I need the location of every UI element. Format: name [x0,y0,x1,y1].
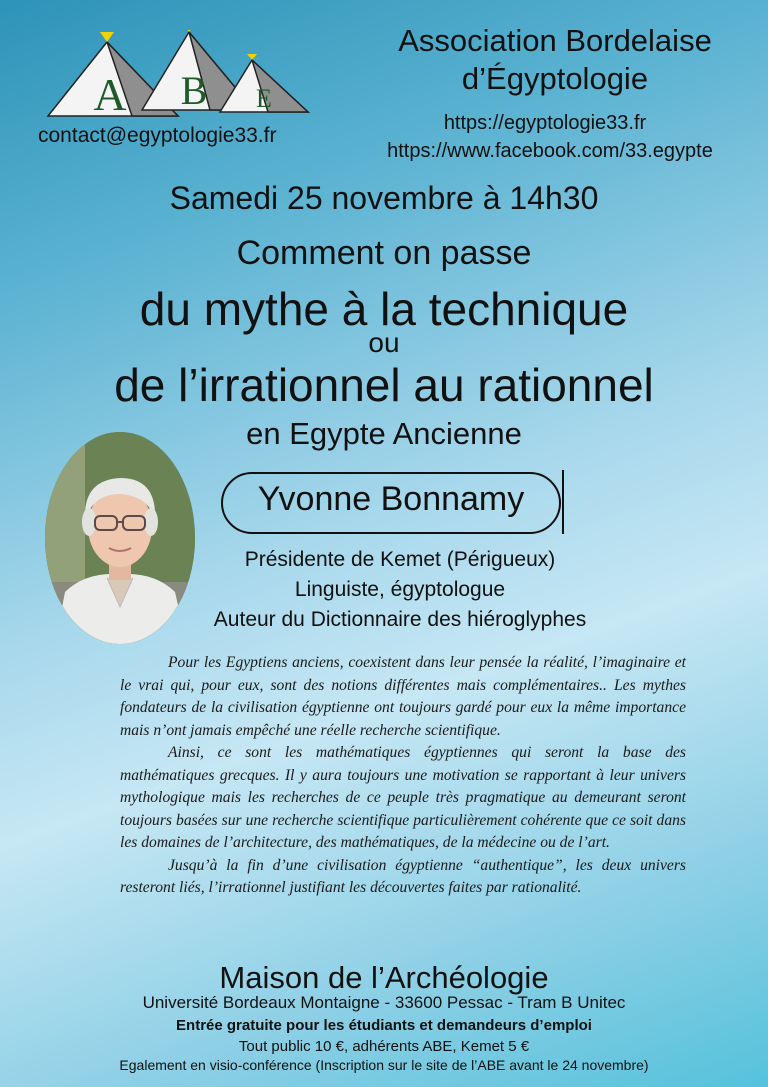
speaker-role2: Linguiste, égyptologue [294,578,506,601]
contact-email[interactable]: contact@egyptologie33.fr [38,124,277,147]
logo-letter-a: A [93,69,127,120]
abstract [120,652,686,900]
title-line5: en Egypte Ancienne [246,416,522,451]
title-line3: ou [368,327,400,358]
abstract-paragraph: Ainsi, ce sont les mathématiques égyptiennes qui seront la base des mathématiques grecques. Il y aura toujours une motivation se rapportant à leur univers mythologique mais les recherches de ce peuple très pragmatique au demeurant seront toujours basées sur une recherche scientifique particulièrement cohérente que ce soit dans les domaines de l’architecture, des mathématiques, de la médecine ou de l’art. [120,744,686,851]
speaker-role1: Présidente de Kemet (Périgueux) [244,548,556,571]
facebook-link[interactable]: https://www.facebook.com/33.egypte [387,140,713,162]
visio-note: Egalement en visio-conférence (Inscription sur le site de l’ABE avant le 24 novembre) [119,1057,649,1073]
venue-name: Maison de l’Archéologie [219,960,549,995]
prices: Tout public 10 €, adhérents ABE, Kemet 5 € [238,1038,530,1055]
vertical-bar [562,470,564,534]
logo-letter-e: E [256,84,272,113]
org-name-line2: d’Égyptologie [461,61,649,96]
title-line1: Comment on passe [236,234,532,272]
logo-letter-b: B [180,68,208,113]
abstract-paragraph: Pour les Egyptiens anciens, coexistent dans leur pensée la réalité, l’imaginaire et le vrai qui, pour eux, sont des notions différentes mais complémentaires.. Les mythes fondateurs de la civilisation égyptienne ont toujours gardé pour eux la même importance mais n’ont jamais empêché une réelle recherche scientifique. [120,654,686,739]
speaker-role3: Auteur du Dictionnaire des hiéroglyphes [213,608,587,631]
free-entry-note: Entrée gratuite pour les étudiants et demandeurs d’emploi [176,1017,592,1034]
organization-name [350,22,760,98]
event-date: Samedi 25 novembre à 14h30 [169,180,599,216]
title-line4: de l’irrationnel au rationnel [114,359,654,411]
abstract-paragraph: Jusqu’à la fin d’une civilisation égyptienne “authentique”, les deux univers resteront liés, l’irrationnel justifiant les découvertes faites par rationalité. [120,856,686,896]
title-line2: du mythe à la technique [139,283,629,335]
website-link[interactable]: https://egyptologie33.fr [443,112,647,134]
venue-address: Université Bordeaux Montaigne - 33600 Pessac - Tram B Unitec [142,993,626,1012]
org-name-line1: Association Bordelaise [398,23,712,58]
speaker-name: Yvonne Bonnamy [257,480,525,518]
abe-logo [44,30,314,125]
